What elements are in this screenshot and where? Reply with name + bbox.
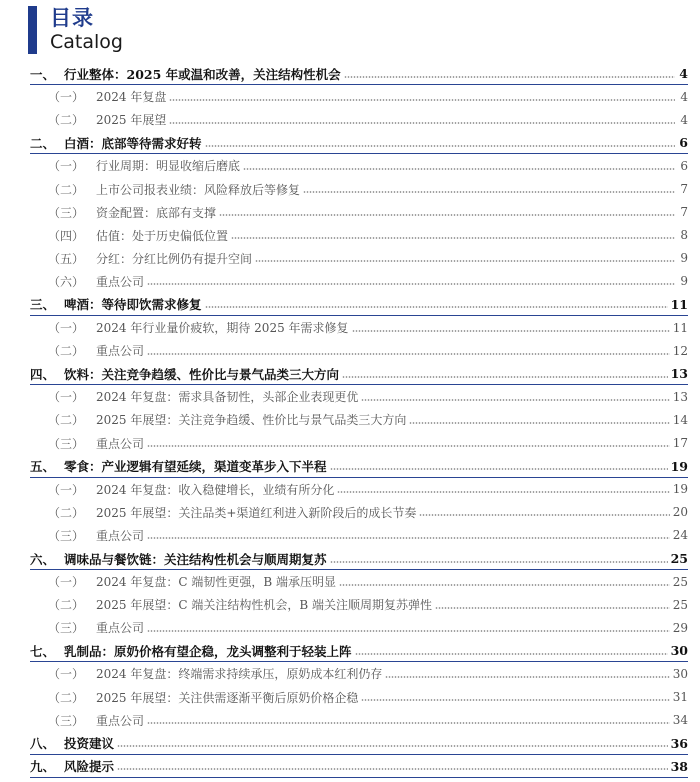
toc-page-number: 4: [680, 112, 688, 127]
toc-entry-title: 重点公司: [96, 621, 145, 636]
toc-entry-number: （一）: [48, 575, 85, 590]
toc-entry-title: 白酒：底部等待需求好转: [64, 135, 202, 151]
toc-entry-number: （二）: [48, 690, 85, 705]
toc-entry-title: 行业整体：2025 年或温和改善，关注结构性机会: [64, 66, 341, 82]
toc-entry-title: 2025 年展望：关注供需逐渐平衡后原奶价格企稳: [96, 690, 359, 705]
toc-subsection-entry[interactable]: [30, 154, 688, 177]
toc-entry-number: 七、: [30, 643, 56, 659]
toc-entry-title: 乳制品：原奶价格有望企稳，龙头调整利于轻装上阵: [64, 643, 352, 659]
toc-dot-leader: [435, 606, 670, 609]
toc-section-entry[interactable]: [30, 639, 688, 662]
toc-entry-number: （一）: [48, 159, 85, 174]
toc-page-number: 25: [670, 551, 688, 567]
toc-entry-number: （二）: [48, 413, 85, 428]
toc-subsection-entry[interactable]: [30, 224, 688, 247]
toc-dot-leader: [339, 583, 670, 586]
toc-entry-number: 二、: [30, 135, 56, 151]
toc-dot-leader: [147, 629, 670, 632]
toc-entry-number: （一）: [48, 482, 85, 497]
toc-entry-title: 调味品与餐饮链：关注结构性机会与顺周期复苏: [64, 551, 327, 567]
toc-subsection-entry[interactable]: [30, 478, 688, 501]
toc-page-number: 29: [672, 620, 688, 635]
toc-page-number: 19: [670, 458, 688, 474]
toc-entry-number: （二）: [48, 344, 85, 359]
toc-entry-title: 投资建议: [64, 736, 115, 752]
toc-entry-number: 一、: [30, 66, 56, 82]
toc-entry-number: 四、: [30, 366, 56, 382]
toc-entry-number: （二）: [48, 113, 85, 128]
toc-page-number: 25: [672, 574, 688, 589]
toc-subsection-entry[interactable]: [30, 270, 688, 293]
toc-entry-number: （六）: [48, 274, 85, 289]
toc-entry-number: （四）: [48, 228, 85, 243]
toc-subsection-entry[interactable]: [30, 201, 688, 224]
toc-section-entry[interactable]: [30, 362, 688, 385]
toc-entry-title: 重点公司: [96, 344, 145, 359]
toc-entry-number: （三）: [48, 713, 85, 728]
toc-entry-title: 2024 年复盘: [96, 90, 167, 105]
toc-page-number: 34: [672, 713, 688, 728]
toc-section-entry[interactable]: [30, 62, 688, 85]
toc-page-number: 19: [672, 482, 688, 497]
page-title-cn: 目录: [50, 6, 94, 30]
toc-dot-leader: [117, 768, 668, 771]
toc-page-number: 31: [672, 690, 688, 705]
toc-subsection-entry[interactable]: [30, 686, 688, 709]
toc-entry-title: 2025 年展望: [96, 113, 167, 128]
toc-page-number: 9: [680, 251, 688, 266]
title-accent-bar: [28, 6, 37, 54]
toc-entry-number: （三）: [48, 205, 85, 220]
toc-entry-title: 2025 年展望：关注品类+渠道红利进入新阶段后的成长节奏: [96, 505, 417, 520]
toc-subsection-entry[interactable]: [30, 662, 688, 685]
toc-entry-title: 上市公司报表业绩：风险释放后等修复: [96, 182, 301, 197]
toc-dot-leader: [219, 214, 675, 217]
toc-subsection-entry[interactable]: [30, 524, 688, 547]
toc-entry-number: （三）: [48, 436, 85, 451]
toc-page-number: 30: [670, 643, 688, 659]
toc-entry-title: 行业周期：明显收缩后磨底: [96, 159, 241, 174]
toc-page-number: 8: [680, 228, 688, 243]
toc-subsection-entry[interactable]: [30, 501, 688, 524]
toc-entry-title: 重点公司: [96, 274, 145, 289]
toc-subsection-entry[interactable]: [30, 570, 688, 593]
toc-page-number: 4: [679, 66, 688, 82]
toc-section-entry[interactable]: [30, 455, 688, 478]
toc-entry-title: 资金配置：底部有支撑: [96, 205, 217, 220]
toc-entry-title: 饮料：关注竞争趋缓、性价比与景气品类三大方向: [64, 366, 340, 382]
toc-page-number: 14: [672, 412, 688, 427]
toc-entry-title: 2024 年复盘：需求具备韧性，头部企业表现更优: [96, 390, 359, 405]
toc-section-entry[interactable]: [30, 755, 688, 778]
toc-entry-number: （一）: [48, 667, 85, 682]
toc-entry-number: 三、: [30, 297, 56, 313]
toc-subsection-entry[interactable]: [30, 247, 688, 270]
toc-subsection-entry[interactable]: [30, 316, 688, 339]
toc-subsection-entry[interactable]: [30, 709, 688, 732]
toc-entry-number: （一）: [48, 90, 85, 105]
toc-entry-title: 2024 年复盘：C 端韧性更强，B 端承压明显: [96, 575, 336, 590]
toc-dot-leader: [147, 722, 670, 725]
toc-entry-title: 重点公司: [96, 528, 145, 543]
toc-entry-title: 零食：产业逻辑有望延续，渠道变革步入下半程: [64, 459, 327, 475]
toc-dot-leader: [243, 167, 675, 170]
toc-page-number: 25: [672, 597, 688, 612]
toc-dot-leader: [147, 445, 670, 448]
table-of-contents: [30, 62, 688, 778]
toc-entry-title: 重点公司: [96, 713, 145, 728]
toc-page-number: 20: [672, 505, 688, 520]
toc-dot-leader: [147, 283, 675, 286]
toc-subsection-entry[interactable]: [30, 432, 688, 455]
toc-dot-leader: [352, 329, 670, 332]
toc-entry-title: 估值：处于历史偏低位置: [96, 228, 229, 243]
toc-dot-leader: [330, 560, 668, 563]
toc-entry-number: 八、: [30, 736, 56, 752]
toc-page-number: 13: [672, 389, 688, 404]
toc-page-number: 17: [672, 436, 688, 451]
toc-entry-title: 啤酒：等待即饮需求修复: [64, 297, 202, 313]
toc-subsection-entry[interactable]: [30, 108, 688, 131]
toc-entry-title: 2024 年复盘：终端需求持续承压，原奶成本红利仍存: [96, 667, 383, 682]
toc-entry-number: 六、: [30, 551, 56, 567]
toc-entry-title: 分红：分红比例仍有提升空间: [96, 251, 253, 266]
toc-page-number: 11: [670, 296, 688, 312]
toc-entry-number: 九、: [30, 759, 56, 775]
toc-page-number: 6: [680, 158, 688, 173]
toc-dot-leader: [344, 75, 675, 78]
toc-entry-number: （二）: [48, 505, 85, 520]
toc-dot-leader: [169, 121, 675, 124]
toc-page-number: 12: [672, 343, 688, 358]
toc-page-number: 38: [670, 758, 688, 774]
toc-page-number: 30: [672, 666, 688, 681]
toc-dot-leader: [205, 306, 668, 309]
toc-entry-number: （三）: [48, 621, 85, 636]
toc-entry-number: （三）: [48, 528, 85, 543]
section-underline: [30, 777, 688, 778]
toc-dot-leader: [409, 421, 669, 424]
toc-entry-number: （一）: [48, 321, 85, 336]
toc-dot-leader: [147, 352, 670, 355]
toc-dot-leader: [385, 675, 669, 678]
toc-subsection-entry[interactable]: [30, 408, 688, 431]
toc-entry-number: （五）: [48, 251, 85, 266]
toc-subsection-entry[interactable]: [30, 85, 688, 108]
toc-entry-title: 2025 年展望：关注竞争趋缓、性价比与景气品类三大方向: [96, 413, 407, 428]
toc-entry-number: （二）: [48, 598, 85, 613]
toc-entry-number: 五、: [30, 459, 56, 475]
toc-subsection-entry[interactable]: [30, 593, 688, 616]
toc-page-number: 4: [680, 89, 688, 104]
toc-page-number: 6: [679, 135, 688, 151]
toc-subsection-entry[interactable]: [30, 177, 688, 200]
toc-page-number: 13: [670, 366, 688, 382]
toc-dot-leader: [330, 468, 668, 471]
toc-section-entry[interactable]: [30, 293, 688, 316]
toc-section-entry[interactable]: [30, 547, 688, 570]
toc-dot-leader: [361, 398, 669, 401]
toc-dot-leader: [231, 237, 675, 240]
toc-dot-leader: [355, 652, 668, 655]
toc-dot-leader: [117, 745, 668, 748]
toc-entry-title: 2024 年复盘：收入稳健增长，业绩有所分化: [96, 482, 335, 497]
toc-subsection-entry[interactable]: [30, 616, 688, 639]
toc-entry-title: 2025 年展望：C 端关注结构性机会，B 端关注顺周期复苏弹性: [96, 598, 432, 613]
toc-page-number: 7: [680, 205, 688, 220]
toc-section-entry[interactable]: [30, 732, 688, 755]
toc-section-entry[interactable]: [30, 131, 688, 154]
toc-dot-leader: [361, 699, 669, 702]
toc-page-number: 24: [672, 528, 688, 543]
toc-dot-leader: [337, 491, 669, 494]
toc-page-number: 9: [680, 274, 688, 289]
toc-entry-number: （二）: [48, 182, 85, 197]
toc-entry-title: 重点公司: [96, 436, 145, 451]
toc-dot-leader: [419, 514, 669, 517]
toc-dot-leader: [147, 537, 670, 540]
toc-dot-leader: [303, 191, 675, 194]
page-title-en: Catalog: [50, 31, 123, 53]
toc-subsection-entry[interactable]: [30, 385, 688, 408]
toc-entry-number: （一）: [48, 390, 85, 405]
toc-dot-leader: [342, 375, 668, 378]
toc-entry-title: 2024 年行业量价疲软，期待 2025 年需求修复: [96, 321, 349, 336]
toc-page-number: 11: [672, 320, 688, 335]
toc-entry-title: 风险提示: [64, 759, 115, 775]
toc-page-number: 7: [680, 182, 688, 197]
toc-dot-leader: [205, 144, 675, 147]
toc-dot-leader: [169, 98, 675, 101]
toc-page-number: 36: [670, 735, 688, 751]
toc-dot-leader: [255, 260, 675, 263]
toc-subsection-entry[interactable]: [30, 339, 688, 362]
